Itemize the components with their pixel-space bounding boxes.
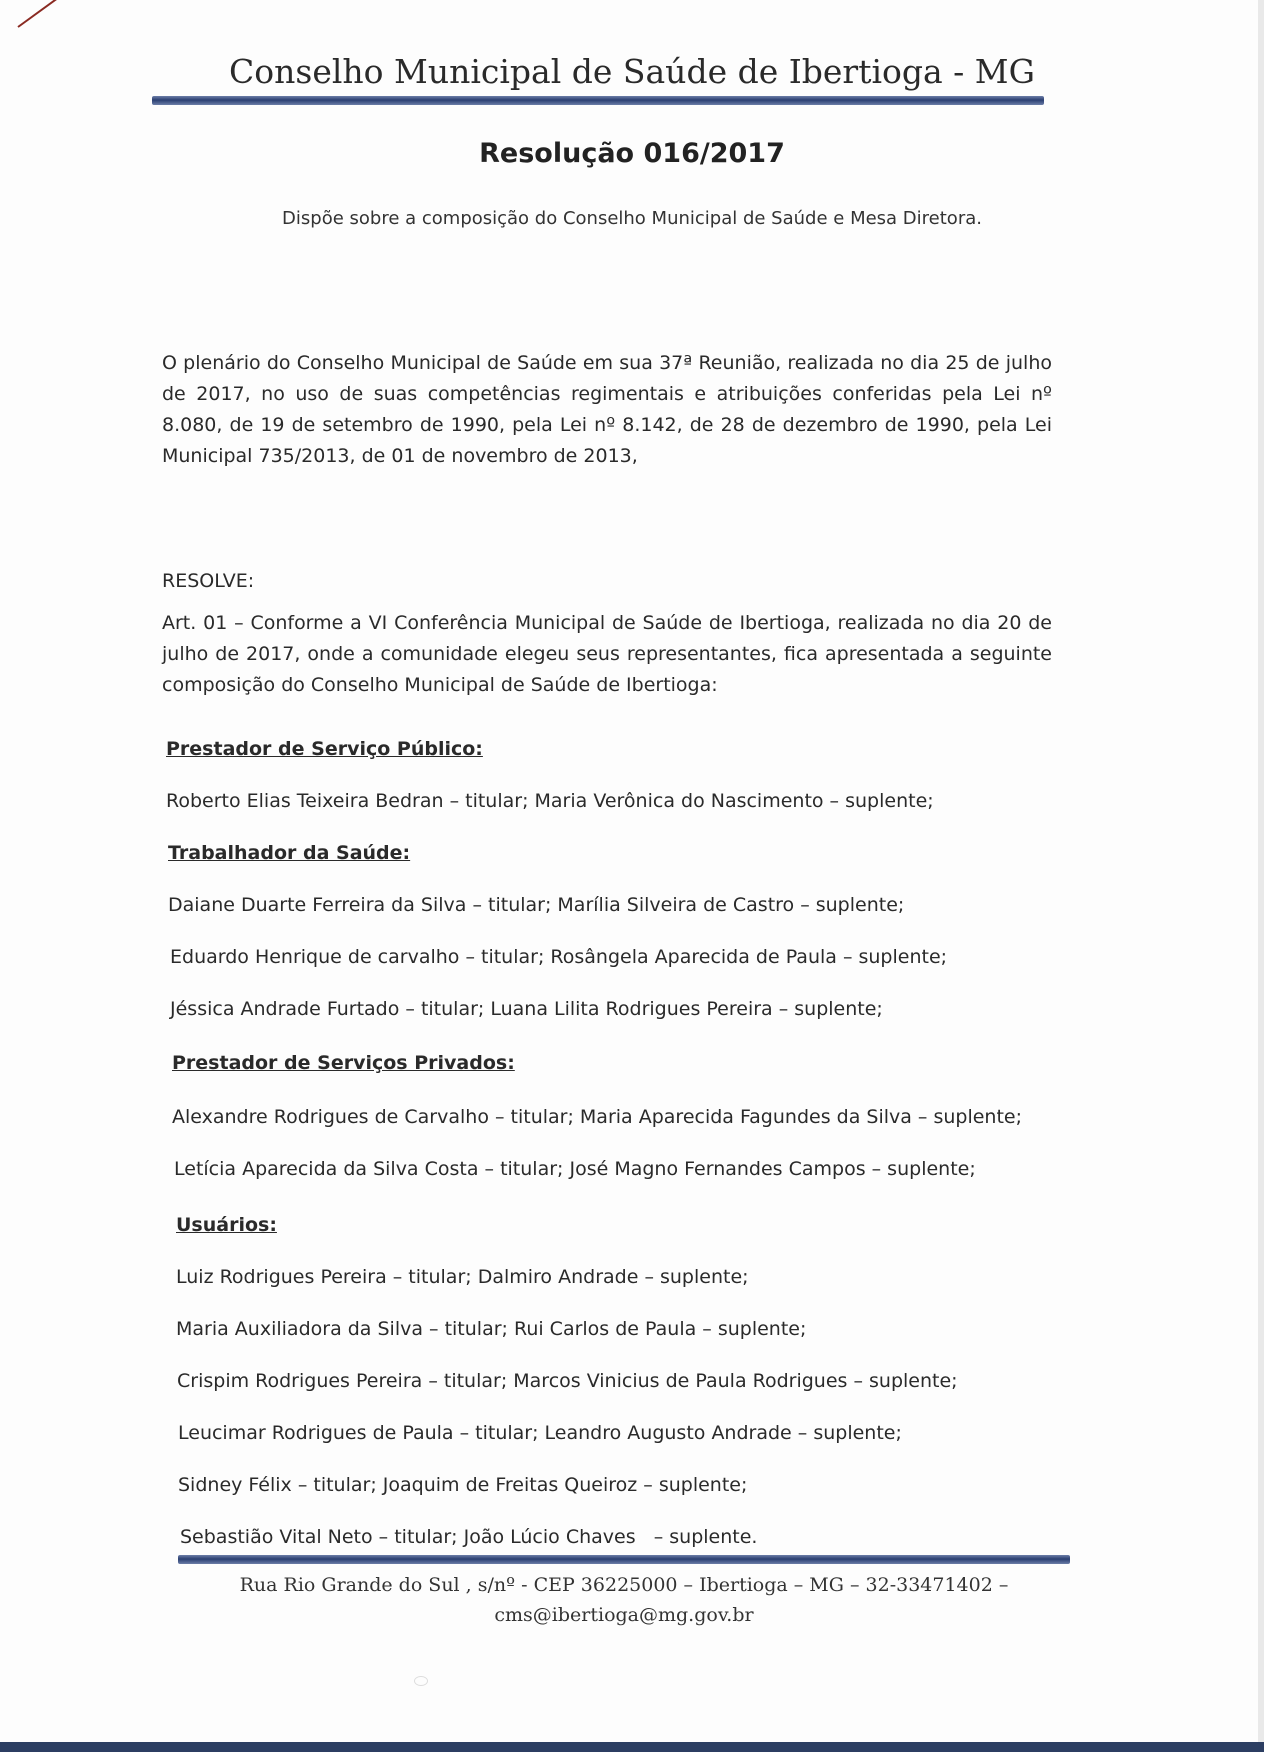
resolve-label: RESOLVE:: [162, 570, 255, 592]
member-line: Eduardo Henrique de carvalho – titular; Rosângela Aparecida de Paula – suplente;: [170, 946, 948, 968]
council-header-title: Conselho Municipal de Saúde de Ibertioga - MG: [229, 52, 1035, 91]
member-line: Maria Auxiliadora da Silva – titular; Rui Carlos de Paula – suplente;: [176, 1318, 807, 1340]
footer-address-line: Rua Rio Grande do Sul , s/nº - CEP 36225000 – Ibertioga – MG – 32-33471402 –: [239, 1574, 1009, 1596]
member-line: Letícia Aparecida da Silva Costa – titular; José Magno Fernandes Campos – suplente;: [174, 1158, 976, 1180]
member-line: Jéssica Andrade Furtado – titular; Luana Lilita Rodrigues Pereira – suplente;: [170, 998, 883, 1020]
scan-edge-right: [1258, 0, 1264, 1752]
member-line: Alexandre Rodrigues de Carvalho – titular; Maria Aparecida Fagundes da Silva – suplente;: [172, 1106, 1023, 1128]
member-line: Luiz Rodrigues Pereira – titular; Dalmiro Andrade – suplente;: [176, 1266, 749, 1288]
scan-edge-bottom: [0, 1742, 1264, 1752]
article-01-paragraph: Art. 01 – Conforme a VI Conferência Municipal de Saúde de Ibertioga, realizada no dia 20 de julho de 2017, onde a comunidade elegeu seus representantes, fica apresentada a seguinte composição do Conselho Municipal de Saúde de Ibertioga:: [162, 612, 1052, 696]
scan-smudge: [414, 1676, 428, 1686]
section-heading-users: Usuários:: [176, 1214, 277, 1236]
member-line: Sidney Félix – titular; Joaquim de Freitas Queiroz – suplente;: [178, 1474, 748, 1496]
footer-address: [178, 1570, 1070, 1630]
footer-divider: [178, 1555, 1070, 1564]
header-divider: [152, 96, 1044, 105]
pen-mark: [17, 0, 81, 28]
footer-email: cms@ibertioga@mg.gov.br: [494, 1604, 754, 1626]
member-line: Roberto Elias Teixeira Bedran – titular; Maria Verônica do Nascimento – suplente;: [166, 790, 934, 812]
section-heading-private-provider: Prestador de Serviços Privados:: [172, 1052, 515, 1074]
resolution-title: Resolução 016/2017: [479, 138, 785, 169]
member-line: Crispim Rodrigues Pereira – titular; Marcos Vinicius de Paula Rodrigues – suplente;: [177, 1370, 958, 1392]
preamble-paragraph: O plenário do Conselho Municipal de Saúde em sua 37ª Reunião, realizada no dia 25 de julho de 2017, no uso de suas competências regimentais e atribuições conferidas pela Lei nº 8.080, de 19 de setembro de 1990, pela Lei nº 8.142, de 28 de dezembro de 1990, pela Lei Municipal 735/2013, de 01 de novembro de 2013,: [162, 352, 1052, 467]
section-heading-public-provider: Prestador de Serviço Público:: [166, 738, 483, 760]
section-heading-health-worker: Trabalhador da Saúde:: [168, 842, 411, 864]
member-line: Leucimar Rodrigues de Paula – titular; Leandro Augusto Andrade – suplente;: [178, 1422, 902, 1444]
member-line: Sebastião Vital Neto – titular; João Lúcio Chaves – suplente.: [180, 1526, 758, 1548]
member-line: Daiane Duarte Ferreira da Silva – titular; Marília Silveira de Castro – suplente;: [168, 894, 905, 916]
resolution-subtitle: Dispõe sobre a composição do Conselho Municipal de Saúde e Mesa Diretora.: [282, 208, 982, 229]
